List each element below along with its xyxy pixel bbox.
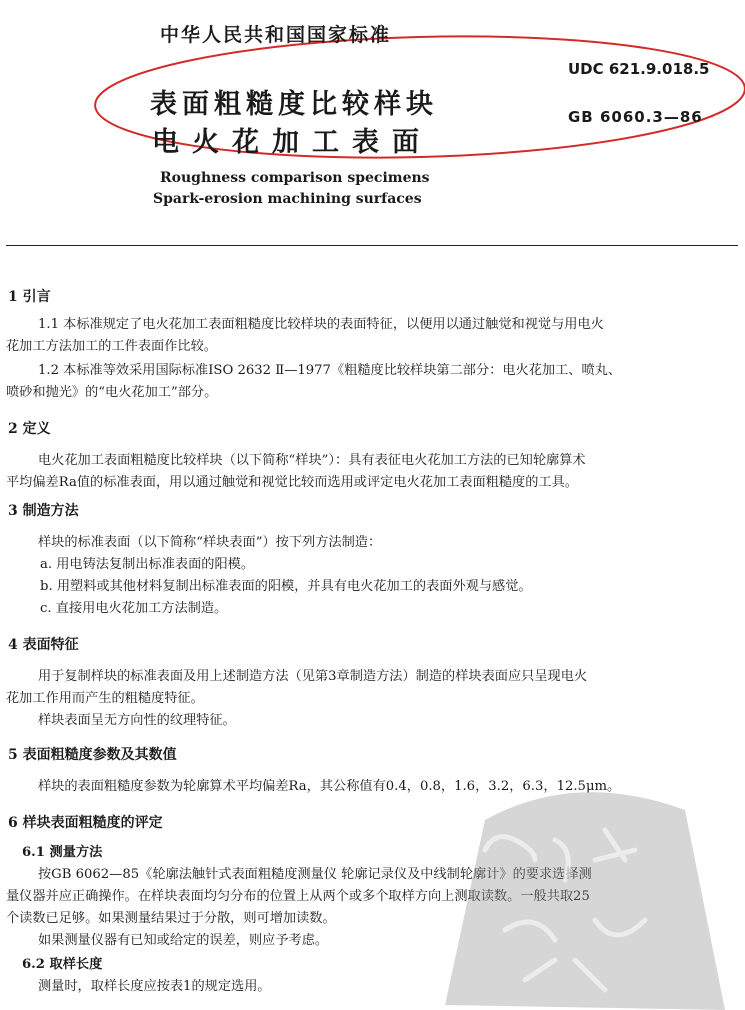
para-5-line1: 样块的表面粗糙度参数为轮廓算术平均偏差Ra，其公称值有0.4，0.8，1.6，3.2，6.3，12.5μm。	[38, 779, 621, 794]
list-item-3c: c. 直接用电火花加工方法制造。	[40, 601, 228, 616]
para-6-1-line3: 个读数已足够。如果测量结果过于分散，则可增加读数。	[6, 911, 336, 926]
para-6-1-line1: 按GB 6062—85《轮廓法触针式表面粗糙度测量仪 轮廓记录仪及中线制轮廓计》的要求选择测	[38, 867, 592, 882]
title-cn-line2: 电火花加工表面	[152, 127, 432, 158]
para-4-line1: 用于复制样块的标准表面及用上述制造方法（见第3章制造方法）制造的样块表面应只呈现电火	[38, 669, 588, 684]
list-item-3a: a. 用电铸法复制出标准表面的阳模。	[40, 557, 255, 572]
para-6-1-line2: 量仪器并应正确操作。在样块表面均匀分布的位置上从两个或多个取样方向上测取读数。一般共取25	[6, 889, 590, 904]
udc-code: UDC 621.9.018.5	[568, 60, 710, 78]
para-1-1-line2: 花加工方法加工的工件表面作比较。	[6, 339, 217, 354]
library-stamp-icon	[425, 780, 725, 1010]
para-6-1-line4: 如果测量仪器有已知或给定的误差，则应予考虑。	[38, 933, 329, 948]
gb-code: GB 6060.3—86	[568, 108, 703, 126]
section-1-heading: 1 引言	[8, 289, 51, 305]
section-4-heading: 4 表面特征	[8, 637, 79, 653]
title-cn-line1: 表面粗糙度比较样块	[150, 89, 438, 120]
section-5-heading: 5 表面粗糙度参数及其数值	[8, 747, 177, 763]
para-6-2-line1: 测量时，取样长度应按表1的规定选用。	[38, 979, 271, 994]
subsection-6-2-heading: 6.2 取样长度	[22, 957, 103, 972]
para-1-1-line1: 1.1 本标准规定了电火花加工表面粗糙度比较样块的表面特征，以便用以通过触觉和视觉与用电火	[38, 317, 604, 332]
para-2-line1: 电火花加工表面粗糙度比较样块（以下简称“样块”）：具有表征电火花加工方法的已知轮廓算术	[38, 453, 586, 468]
section-2-heading: 2 定义	[8, 421, 51, 437]
para-4-line2: 花加工作用而产生的粗糙度特征。	[6, 691, 204, 706]
para-2-line2: 平均偏差Ra值的标准表面，用以通过触觉和视觉比较而选用或评定电火花加工表面粗糙度的工具。	[6, 475, 578, 490]
header-rule	[6, 245, 738, 246]
title-en-line1: Roughness comparison specimens	[160, 170, 430, 186]
subsection-6-1-heading: 6.1 测量方法	[22, 845, 103, 860]
para-4-line3: 样块表面呈无方向性的纹理特征。	[38, 713, 236, 728]
issuing-org: 中华人民共和国国家标准	[160, 24, 392, 46]
list-item-3b: b. 用塑料或其他材料复制出标准表面的阳模，并具有电火花加工的表面外观与感觉。	[40, 579, 532, 594]
para-1-2-line2: 喷砂和抛光》的“电火花加工”部分。	[6, 385, 218, 400]
para-1-2-line1: 1.2 本标准等效采用国际标准ISO 2632 Ⅱ—1977《粗糙度比较样块第二部分：电火花加工、喷丸、	[38, 363, 622, 378]
para-3-intro: 样块的标准表面（以下简称“样块表面”）按下列方法制造：	[38, 535, 382, 550]
section-6-heading: 6 样块表面粗糙度的评定	[8, 815, 163, 831]
title-en-line2: Spark-erosion machining surfaces	[153, 191, 422, 207]
section-3-heading: 3 制造方法	[8, 503, 79, 519]
